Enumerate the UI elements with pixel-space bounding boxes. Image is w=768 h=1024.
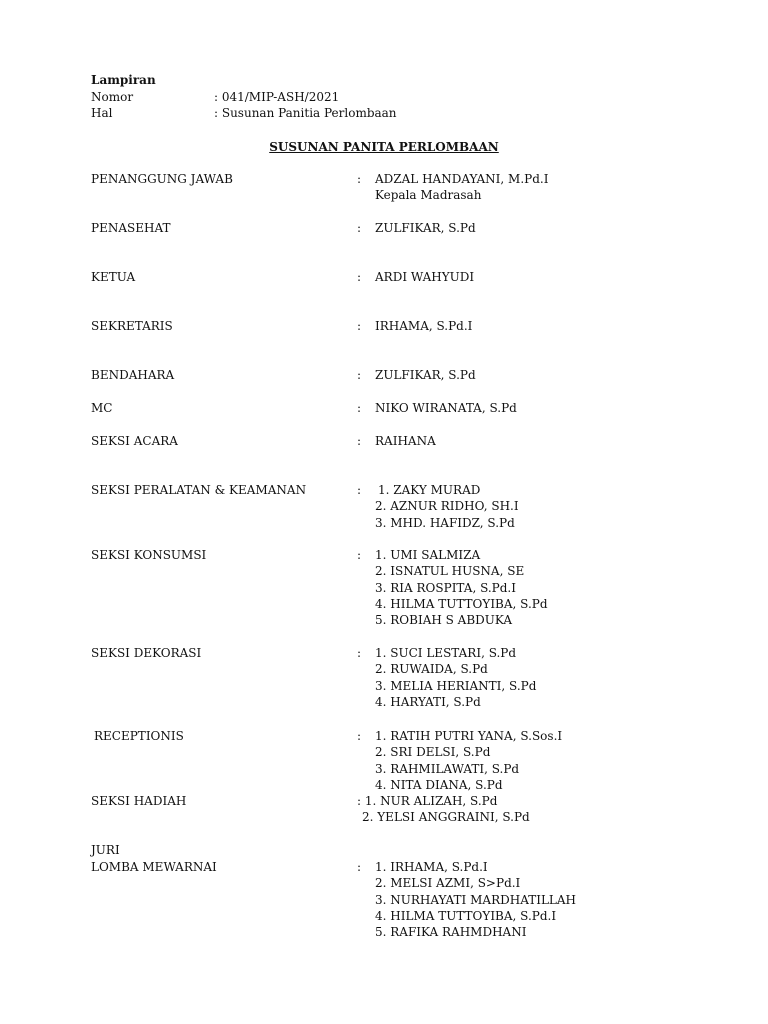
nomor-label: Nomor (91, 90, 134, 104)
seksi-hadiah-label: SEKSI HADIAH (91, 794, 187, 808)
receptionis-names (375, 728, 562, 793)
list-item: ZULFIKAR, S.Pd (375, 368, 476, 382)
list-item: Kepala Madrasah (375, 188, 482, 203)
receptionis-colon: : (357, 729, 362, 743)
sekretaris-names (375, 318, 472, 334)
mc-colon: : (357, 401, 362, 415)
list-item: 3. NURHAYATI MARDHATILLAH (375, 892, 577, 907)
list-item: 4. NITA DIANA, S.Pd (375, 777, 503, 792)
seksi-hadiah-names (357, 793, 530, 826)
list-item: 3. MELIA HERIANTI, S.Pd (375, 678, 537, 693)
list-item: 5. ROBIAH S ABDUKA (375, 613, 513, 628)
lomba-mewarnai-label: LOMBA MEWARNAI (91, 860, 217, 874)
list-item: 2. YELSI ANGGRAINI, S.Pd (362, 810, 530, 825)
seksi-dekorasi-colon: : (357, 646, 362, 660)
penanggung-jawab-names (375, 171, 548, 204)
seksi-dekorasi-label: SEKSI DEKORASI (91, 646, 202, 660)
seksi-peralatan-names (375, 482, 519, 531)
list-item: 2. AZNUR RIDHO, SH.I (375, 499, 519, 514)
ketua-colon: : (357, 270, 362, 284)
mc-label: MC (91, 401, 113, 415)
list-item: 1. SUCI LESTARI, S.Pd (375, 646, 517, 660)
list-item: 1. ZAKY MURAD (378, 483, 481, 497)
bendahara-label: BENDAHARA (91, 368, 175, 382)
sekretaris-label: SEKRETARIS (91, 319, 173, 333)
hal-value: : Susunan Panitia Perlombaan (214, 106, 397, 120)
penasehat-label: PENASEHAT (91, 221, 171, 235)
document-title: SUSUNAN PANITA PERLOMBAAN (269, 140, 499, 154)
nomor-value: : 041/MIP-ASH/2021 (214, 90, 340, 104)
list-item: : 1. NUR ALIZAH, S.Pd (357, 794, 498, 808)
list-item: 4. HILMA TUTTOYIBA, S.Pd (375, 596, 548, 611)
seksi-konsumsi-colon: : (357, 548, 362, 562)
list-item: IRHAMA, S.Pd.I (375, 319, 473, 333)
list-item: 4. HARYATI, S.Pd (375, 694, 481, 709)
juri-heading: JURI (91, 843, 120, 857)
list-item: 5. RAFIKA RAHMDHANI (375, 925, 527, 940)
list-item: ZULFIKAR, S.Pd (375, 221, 476, 235)
list-item: ARDI WAHYUDI (375, 270, 475, 284)
ketua-names (375, 269, 474, 285)
list-item: 1. UMI SALMIZA (375, 548, 481, 562)
seksi-acara-colon: : (357, 434, 362, 448)
receptionis-label: RECEPTIONIS (94, 729, 184, 743)
list-item: 2. SRI DELSI, S.Pd (375, 745, 491, 760)
list-item: 2. RUWAIDA, S.Pd (375, 662, 488, 677)
bendahara-colon: : (357, 368, 362, 382)
penasehat-colon: : (357, 221, 362, 235)
list-item: 1. RATIH PUTRI YANA, S.Sos.I (375, 729, 563, 743)
list-item: ADZAL HANDAYANI, M.Pd.I (375, 172, 549, 186)
penanggung-jawab-colon: : (357, 172, 362, 186)
list-item: RAIHANA (375, 434, 436, 448)
list-item: NIKO WIRANATA, S.Pd (375, 401, 517, 415)
hal-label: Hal (91, 106, 113, 120)
list-item: 1. IRHAMA, S.Pd.I (375, 860, 488, 874)
list-item: 3. MHD. HAFIDZ, S.Pd (375, 515, 515, 530)
seksi-peralatan-colon: : (357, 483, 362, 497)
ketua-label: KETUA (91, 270, 136, 284)
list-item: 2. MELSI AZMI, S>Pd.I (375, 876, 521, 891)
lomba-mewarnai-names (375, 859, 576, 940)
list-item: 2. ISNATUL HUSNA, SE (375, 564, 525, 579)
seksi-konsumsi-label: SEKSI KONSUMSI (91, 548, 207, 562)
seksi-peralatan-label: SEKSI PERALATAN & KEAMANAN (91, 483, 307, 497)
lampiran-heading: Lampiran (91, 73, 156, 87)
seksi-acara-names (375, 433, 436, 449)
seksi-dekorasi-names (375, 645, 536, 710)
penasehat-names (375, 220, 476, 236)
sekretaris-colon: : (357, 319, 362, 333)
list-item: 3. RIA ROSPITA, S.Pd.I (375, 580, 516, 595)
bendahara-names (375, 367, 476, 383)
mc-names (375, 400, 517, 416)
seksi-konsumsi-names (375, 547, 548, 628)
list-item: 4. HILMA TUTTOYIBA, S.Pd.I (375, 908, 557, 923)
seksi-acara-label: SEKSI ACARA (91, 434, 178, 448)
lomba-mewarnai-colon: : (357, 860, 362, 874)
penanggung-jawab-label: PENANGGUNG JAWAB (91, 172, 233, 186)
list-item: 3. RAHMILAWATI, S.Pd (375, 761, 520, 776)
